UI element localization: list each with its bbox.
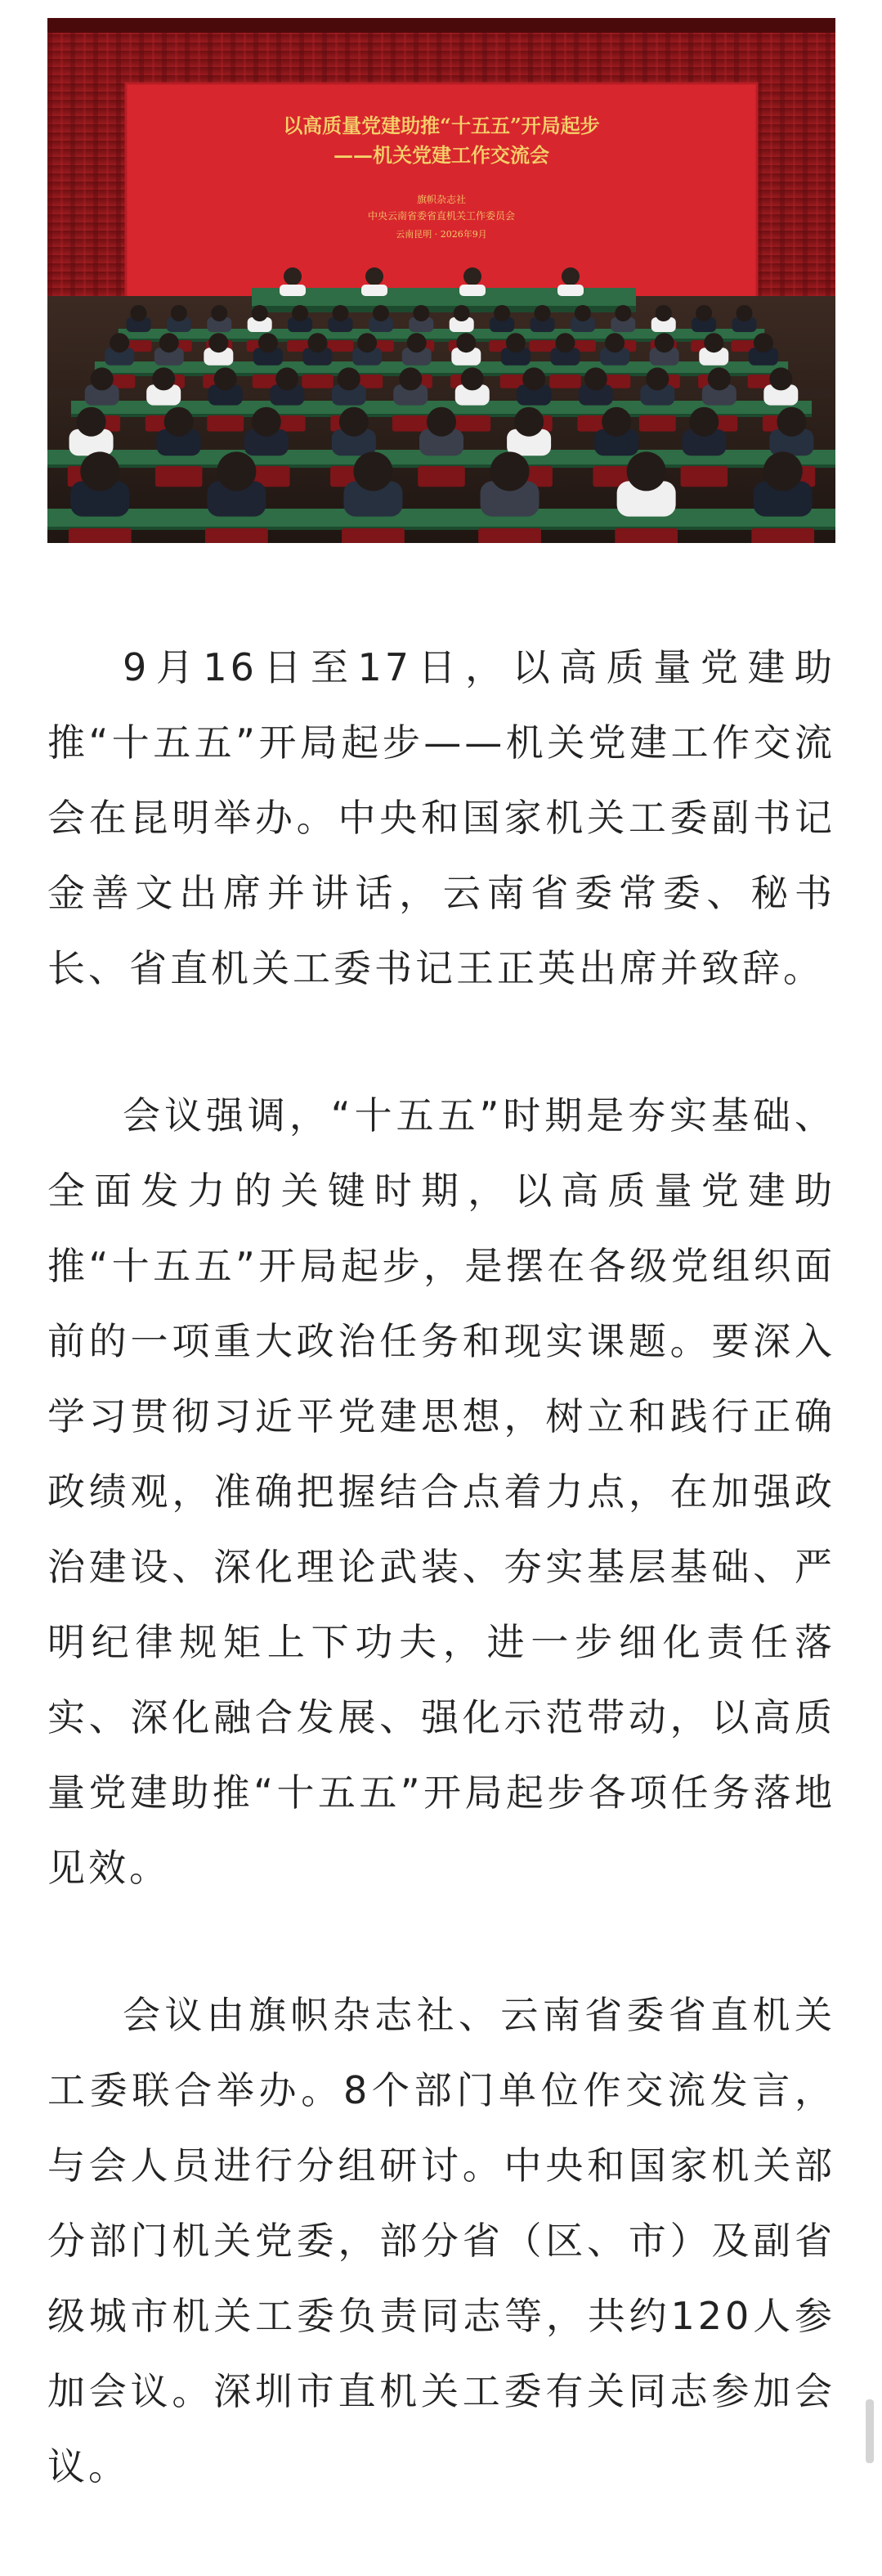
banner-title-line1: 以高质量党建助推“十五五”开局起步 bbox=[283, 114, 600, 137]
meeting-photo bbox=[47, 18, 835, 543]
banner-title-line2: ——机关党建工作交流会 bbox=[334, 143, 549, 167]
banner-organizer2: 中央云南省委省直机关工作委员会 bbox=[367, 210, 516, 222]
meeting-hall-illustration bbox=[47, 18, 835, 543]
banner-organizer1: 旗帜杂志社 bbox=[416, 194, 467, 205]
article-paragraph-2: 会议强调，“十五五”时期是夯实基础、全面发力的关键时期，以高质量党建助推“十五五”开局起步，是摆在各级党组织面前的一项重大政治任务和现实课题。要深入学习贯彻习近平党建思想，树立和践行正确政绩观，准确把握结合点着力点，在加强政治建设、深化理论武装、夯实基层基础、严明纪律规矩上下功夫，进一步细化责任落实、深化融合发展、强化示范带动，以高质量党建助推“十五五”开局起步各项任务落地见效。 bbox=[47, 1093, 835, 1890]
article-body bbox=[47, 630, 835, 2576]
article-paragraph-1: 9月16日至17日，以高质量党建助推“十五五”开局起步——机关党建工作交流会在昆明举办。中央和国家机关工委副书记金善文出席并讲话，云南省委常委、秘书长、省直机关工委书记王正英出席并致辞。 bbox=[47, 645, 835, 990]
article-paragraph-3: 会议由旗帜杂志社、云南省委省直机关工委联合举办。8个部门单位作交流发言，与会人员进行分组研讨。中央和国家机关部分部门机关党委，部分省（区、市）及副省级城市机关工委负责同志等，共约120人参加会议。深圳市直机关工委有关同志参加会议。 bbox=[47, 1993, 835, 2488]
scrollbar-thumb[interactable] bbox=[866, 2399, 874, 2463]
banner-place-date: 云南昆明 · 2026年9月 bbox=[396, 229, 487, 240]
